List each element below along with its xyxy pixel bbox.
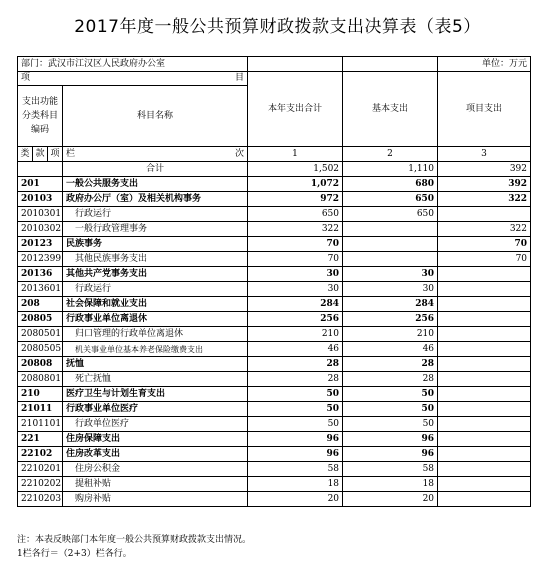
row-name: 住房改革支出 xyxy=(63,447,248,462)
row-basic: 30 xyxy=(343,282,438,297)
col-number-1: 1 xyxy=(248,147,343,162)
row-project: 70 xyxy=(438,237,531,252)
row-basic: 96 xyxy=(343,432,438,447)
row-total: 28 xyxy=(248,372,343,387)
row-project: 392 xyxy=(438,177,531,192)
note-1: 注：本表反映部门本年度一般公共预算财政拨款支出情况。 xyxy=(17,535,252,545)
row-name: 住房公积金 xyxy=(63,462,248,477)
row-total: 28 xyxy=(248,357,343,372)
row-project xyxy=(438,357,531,372)
budget-table xyxy=(17,56,531,507)
row-total: 322 xyxy=(248,222,343,237)
table-row xyxy=(18,342,531,357)
row-basic xyxy=(343,237,438,252)
row-name: 机关事业单位基本养老保险缴费支出 xyxy=(63,342,248,357)
row-project xyxy=(438,297,531,312)
row-name: 社会保障和就业支出 xyxy=(63,297,248,312)
notes xyxy=(17,533,251,561)
col-number-2: 2 xyxy=(343,147,438,162)
row-code: 2080501 xyxy=(18,327,63,342)
row-project xyxy=(438,342,531,357)
row-project xyxy=(438,477,531,492)
row-total: 284 xyxy=(248,297,343,312)
row-code: 20123 xyxy=(18,237,63,252)
row-total: 18 xyxy=(248,477,343,492)
row-basic: 284 xyxy=(343,297,438,312)
row-project xyxy=(438,492,531,507)
row-project xyxy=(438,462,531,477)
row-total: 30 xyxy=(248,282,343,297)
row-name: 其他民族事务支出 xyxy=(63,252,248,267)
row-basic: 50 xyxy=(343,402,438,417)
total-row xyxy=(18,162,531,177)
row-name: 抚恤 xyxy=(63,357,248,372)
dept-label: 部门：武汉市江汉区人民政府办公室 xyxy=(18,57,248,72)
row-basic: 210 xyxy=(343,327,438,342)
row-code: 2013601 xyxy=(18,282,63,297)
table-row xyxy=(18,327,531,342)
header-lei: 类 xyxy=(18,147,33,162)
row-basic: 50 xyxy=(343,417,438,432)
header-row-1 xyxy=(18,72,531,86)
row-name: 死亡抚恤 xyxy=(63,372,248,387)
row-name: 住房保障支出 xyxy=(63,432,248,447)
row-total: 70 xyxy=(248,237,343,252)
note-2: 1栏各行＝（2+3）栏各行。 xyxy=(17,549,132,559)
row-project xyxy=(438,282,531,297)
row-code: 20103 xyxy=(18,192,63,207)
row-name: 行政事业单位离退休 xyxy=(63,312,248,327)
row-total: 70 xyxy=(248,252,343,267)
col-number-3: 3 xyxy=(438,147,531,162)
table-row xyxy=(18,177,531,192)
total-label: 合计 xyxy=(63,162,248,177)
row-project xyxy=(438,387,531,402)
total-project: 392 xyxy=(438,162,531,177)
row-basic: 28 xyxy=(343,372,438,387)
row-basic xyxy=(343,222,438,237)
row-total: 972 xyxy=(248,192,343,207)
table-row xyxy=(18,252,531,267)
table-row xyxy=(18,387,531,402)
row-code: 2210201 xyxy=(18,462,63,477)
table-row xyxy=(18,282,531,297)
row-project xyxy=(438,417,531,432)
table-row xyxy=(18,462,531,477)
row-name: 行政运行 xyxy=(63,207,248,222)
row-name: 购房补贴 xyxy=(63,492,248,507)
col-total-header: 本年支出合计 xyxy=(248,72,343,147)
row-total: 256 xyxy=(248,312,343,327)
header-lan: 栏 xyxy=(66,148,76,159)
table-row xyxy=(18,432,531,447)
row-code: 22102 xyxy=(18,447,63,462)
table-row xyxy=(18,237,531,252)
row-basic: 50 xyxy=(343,387,438,402)
row-basic xyxy=(343,252,438,267)
row-project xyxy=(438,447,531,462)
row-total: 58 xyxy=(248,462,343,477)
row-name: 民族事务 xyxy=(63,237,248,252)
row-code: 20136 xyxy=(18,267,63,282)
header-xiang: 项 xyxy=(21,73,31,83)
row-basic: 96 xyxy=(343,447,438,462)
table-row xyxy=(18,207,531,222)
row-name: 归口管理的行政单位离退休 xyxy=(63,327,248,342)
row-total: 30 xyxy=(248,267,343,282)
row-total: 50 xyxy=(248,387,343,402)
row-total: 1,072 xyxy=(248,177,343,192)
unit-label: 单位：万元 xyxy=(438,57,531,72)
row-project xyxy=(438,207,531,222)
total-basic: 1,110 xyxy=(343,162,438,177)
row-code: 21011 xyxy=(18,402,63,417)
row-project xyxy=(438,312,531,327)
row-name: 行政运行 xyxy=(63,282,248,297)
row-basic: 30 xyxy=(343,267,438,282)
row-code: 2010301 xyxy=(18,207,63,222)
row-code: 201 xyxy=(18,177,63,192)
col-basic-header: 基本支出 xyxy=(343,72,438,147)
row-total: 96 xyxy=(248,447,343,462)
table-row xyxy=(18,492,531,507)
dept-row xyxy=(18,57,531,72)
row-code: 2012399 xyxy=(18,252,63,267)
code-header: 支出功能 分类科目 编码 xyxy=(18,86,63,147)
row-total: 210 xyxy=(248,327,343,342)
header-kuan: 款 xyxy=(33,147,48,162)
table-row xyxy=(18,477,531,492)
table-row xyxy=(18,447,531,462)
table-row xyxy=(18,267,531,282)
table-row xyxy=(18,297,531,312)
header-mu: 目 xyxy=(235,73,245,83)
row-code: 208 xyxy=(18,297,63,312)
row-code: 20808 xyxy=(18,357,63,372)
row-basic: 28 xyxy=(343,357,438,372)
row-project: 70 xyxy=(438,252,531,267)
row-project xyxy=(438,402,531,417)
row-total: 650 xyxy=(248,207,343,222)
row-basic: 58 xyxy=(343,462,438,477)
table-row xyxy=(18,222,531,237)
row-name: 医疗卫生与计划生育支出 xyxy=(63,387,248,402)
page-title: 2017年度一般公共预算财政拨款支出决算表（表5） xyxy=(74,17,481,37)
row-basic: 680 xyxy=(343,177,438,192)
row-code: 2101101 xyxy=(18,417,63,432)
row-code: 20805 xyxy=(18,312,63,327)
row-name: 一般行政管理事务 xyxy=(63,222,248,237)
row-project xyxy=(438,267,531,282)
header-xiang2: 项 xyxy=(48,147,63,162)
table-row xyxy=(18,357,531,372)
row-code: 2210203 xyxy=(18,492,63,507)
table-row xyxy=(18,372,531,387)
row-name: 行政事业单位医疗 xyxy=(63,402,248,417)
table-row xyxy=(18,402,531,417)
subject-name-header: 科目名称 xyxy=(63,86,248,147)
row-project: 322 xyxy=(438,192,531,207)
row-name: 一般公共服务支出 xyxy=(63,177,248,192)
row-project xyxy=(438,432,531,447)
row-total: 50 xyxy=(248,417,343,432)
row-name: 行政单位医疗 xyxy=(63,417,248,432)
row-basic: 650 xyxy=(343,207,438,222)
row-code: 2080801 xyxy=(18,372,63,387)
total-value: 1,502 xyxy=(248,162,343,177)
row-name: 政府办公厅（室）及相关机构事务 xyxy=(63,192,248,207)
row-total: 46 xyxy=(248,342,343,357)
row-total: 20 xyxy=(248,492,343,507)
table-row xyxy=(18,192,531,207)
row-basic: 20 xyxy=(343,492,438,507)
row-basic: 256 xyxy=(343,312,438,327)
table-row xyxy=(18,312,531,327)
row-basic: 650 xyxy=(343,192,438,207)
header-ci: 次 xyxy=(235,148,245,159)
row-project: 322 xyxy=(438,222,531,237)
row-total: 96 xyxy=(248,432,343,447)
col-project-header: 项目支出 xyxy=(438,72,531,147)
row-total: 50 xyxy=(248,402,343,417)
row-name: 提租补贴 xyxy=(63,477,248,492)
row-code: 210 xyxy=(18,387,63,402)
row-code: 2010302 xyxy=(18,222,63,237)
row-project xyxy=(438,327,531,342)
header-row-4 xyxy=(18,147,531,162)
row-code: 221 xyxy=(18,432,63,447)
row-basic: 18 xyxy=(343,477,438,492)
row-project xyxy=(438,372,531,387)
row-code: 2210202 xyxy=(18,477,63,492)
row-name: 其他共产党事务支出 xyxy=(63,267,248,282)
row-code: 2080505 xyxy=(18,342,63,357)
table-row xyxy=(18,417,531,432)
row-basic: 46 xyxy=(343,342,438,357)
